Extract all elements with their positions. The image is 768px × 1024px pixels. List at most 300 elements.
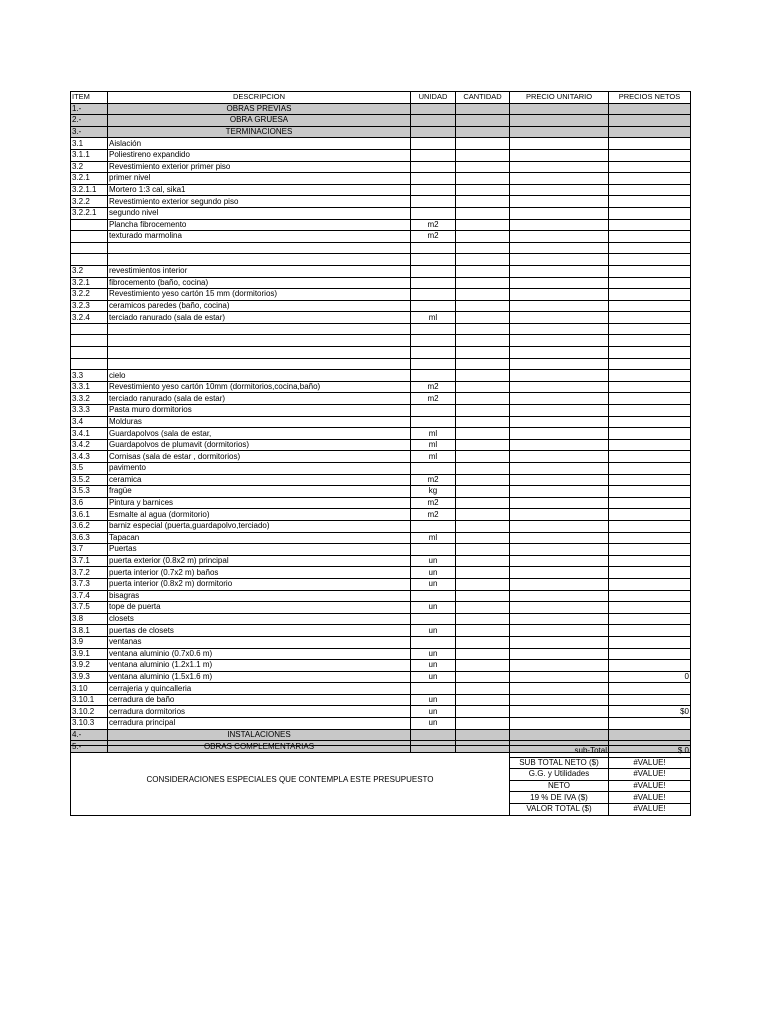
description-cell [108,335,411,347]
net-price-cell [609,289,691,301]
description-cell: Guardapolvos (sala de estar, [108,428,411,440]
quantity-cell [456,149,510,161]
description-cell: puerta interior (0.7x2 m) baños [108,567,411,579]
unit-cell [411,149,456,161]
table-row [71,555,691,567]
unit-cell: m2 [411,231,456,243]
description-cell: puerta exterior (0.8x2 m) principal [108,555,411,567]
net-price-cell [609,451,691,463]
unit-cell: kg [411,486,456,498]
subtotal-row [71,746,691,758]
quantity-cell [456,706,510,718]
unit-price-cell [510,520,609,532]
net-price-cell [609,497,691,509]
unit-price-cell [510,509,609,521]
unit-price-cell [510,347,609,359]
quantity-cell [456,242,510,254]
header-precio-unitario: PRECIO UNITARIO [510,92,609,104]
unit-cell: un [411,660,456,672]
unit-price-cell [510,532,609,544]
totals-line-value: #VALUE! [609,803,691,815]
table-row [71,416,691,428]
quantity-cell [456,138,510,150]
net-price-cell [609,636,691,648]
unit-cell [411,138,456,150]
table-row [71,196,691,208]
totals-line-value: #VALUE! [609,780,691,792]
table-row [71,381,691,393]
description-cell: pavimento [108,463,411,475]
table-row [71,138,691,150]
quantity-cell [456,509,510,521]
description-cell: ventana aluminio (1.2x1.1 m) [108,660,411,672]
quantity-cell [456,103,510,115]
net-price-cell [609,219,691,231]
table-row [71,358,691,370]
unit-price-cell [510,497,609,509]
table-row [71,126,691,138]
table-row [71,323,691,335]
net-price-cell [609,718,691,730]
totals-line-label: VALOR TOTAL ($) [510,803,609,815]
unit-cell: un [411,648,456,660]
header-cantidad: CANTIDAD [456,92,510,104]
table-row [71,474,691,486]
description-cell: terciado ranurado (sala de estar) [108,393,411,405]
quantity-cell [456,486,510,498]
totals-line-label: G.G. y Utilidades [510,769,609,781]
net-price-cell [609,381,691,393]
description-cell: Cornisas (sala de estar , dormitorios) [108,451,411,463]
unit-price-cell [510,428,609,440]
item-cell: 3.4.1 [71,428,108,440]
unit-cell: un [411,706,456,718]
net-price-cell [609,660,691,672]
subtotal-label: sub-Total [510,746,609,758]
unit-price-cell [510,207,609,219]
quantity-cell [456,555,510,567]
quantity-cell [456,428,510,440]
quantity-cell [456,694,510,706]
quantity-cell [456,370,510,382]
unit-price-cell [510,683,609,695]
item-cell: 3.7.1 [71,555,108,567]
unit-price-cell [510,474,609,486]
description-cell: Aislación [108,138,411,150]
table-row [71,231,691,243]
item-cell: 3.4 [71,416,108,428]
unit-cell [411,115,456,127]
item-cell: 3.3 [71,370,108,382]
quantity-cell [456,660,510,672]
unit-cell [411,277,456,289]
description-cell: closets [108,613,411,625]
totals-line-label: SUB TOTAL NETO ($) [510,757,609,769]
net-price-cell [609,347,691,359]
description-cell: terciado ranurado (sala de estar) [108,312,411,324]
quantity-cell [456,289,510,301]
item-cell: 3.8.1 [71,625,108,637]
net-price-cell [609,694,691,706]
item-cell: 3.2.2 [71,196,108,208]
description-cell: puertas de closets [108,625,411,637]
unit-cell [411,184,456,196]
table-row [71,520,691,532]
description-cell: ventana aluminio (0.7x0.6 m) [108,648,411,660]
unit-price-cell [510,625,609,637]
net-price-cell [609,126,691,138]
net-price-cell [609,149,691,161]
quantity-cell [456,184,510,196]
item-cell: 3.2.1 [71,173,108,185]
description-cell: Poliestireno expandido [108,149,411,161]
description-cell: fragüe [108,486,411,498]
description-cell: segundo nivel [108,207,411,219]
quantity-cell [456,602,510,614]
item-cell [71,323,108,335]
description-cell: TERMINACIONES [108,126,411,138]
unit-cell [411,590,456,602]
description-cell: Puertas [108,544,411,556]
unit-cell [411,729,456,741]
description-cell: ceramicos paredes (baño, cocina) [108,300,411,312]
net-price-cell [609,532,691,544]
table-row [71,149,691,161]
item-cell: 3.2 [71,161,108,173]
net-price-cell [609,405,691,417]
table-row [71,300,691,312]
net-price-cell [609,486,691,498]
quantity-cell [456,636,510,648]
quantity-cell [456,173,510,185]
net-price-cell [609,161,691,173]
totals-line-value: #VALUE! [609,792,691,804]
unit-cell: un [411,694,456,706]
unit-price-cell [510,660,609,672]
net-price-cell [609,312,691,324]
quantity-cell [456,277,510,289]
item-cell: 3.1.1 [71,149,108,161]
unit-price-cell [510,613,609,625]
table-row [71,254,691,266]
item-cell [71,335,108,347]
item-cell: 3.2.1.1 [71,184,108,196]
net-price-cell [609,138,691,150]
item-cell: 3.1 [71,138,108,150]
totals-line-value: #VALUE! [609,757,691,769]
unit-cell [411,161,456,173]
unit-cell [411,613,456,625]
unit-price-cell [510,254,609,266]
unit-price-cell [510,393,609,405]
unit-cell: m2 [411,474,456,486]
net-price-cell [609,393,691,405]
item-cell: 3.7.3 [71,578,108,590]
description-cell: puerta interior (0.8x2 m) dormitorio [108,578,411,590]
net-price-cell: $0 [609,706,691,718]
unit-price-cell [510,277,609,289]
table-row [71,289,691,301]
unit-price-cell [510,555,609,567]
unit-cell [411,335,456,347]
description-cell: Esmalte al agua (dormitorio) [108,509,411,521]
table-row [71,706,691,718]
item-cell: 3.10.3 [71,718,108,730]
item-cell: 3.4.2 [71,439,108,451]
unit-price-cell [510,149,609,161]
net-price-cell: 0 [609,671,691,683]
quantity-cell [456,463,510,475]
unit-cell [411,370,456,382]
quantity-cell [456,648,510,660]
unit-price-cell [510,231,609,243]
subtotal-value: $ 0 [609,746,691,758]
description-cell: Plancha fibrocemento [108,219,411,231]
table-row [71,115,691,127]
net-price-cell [609,602,691,614]
description-cell [108,254,411,266]
net-price-cell [609,323,691,335]
item-cell: 3.3.2 [71,393,108,405]
unit-price-cell [510,567,609,579]
item-cell: 3.8 [71,613,108,625]
description-cell: tope de puerta [108,602,411,614]
description-cell [108,242,411,254]
net-price-cell [609,428,691,440]
description-cell: INSTALACIONES [108,729,411,741]
quantity-cell [456,474,510,486]
table-row [71,277,691,289]
item-cell: 3.9 [71,636,108,648]
unit-cell: ml [411,439,456,451]
quantity-cell [456,520,510,532]
description-cell [108,323,411,335]
unit-cell: un [411,578,456,590]
unit-price-cell [510,370,609,382]
table-row [71,567,691,579]
unit-price-cell [510,578,609,590]
description-cell: texturado marmolina [108,231,411,243]
unit-cell [411,103,456,115]
item-cell: 3.2.3 [71,300,108,312]
item-cell: 3.7.5 [71,602,108,614]
item-cell: 3.- [71,126,108,138]
item-cell: 3.9.1 [71,648,108,660]
table-row [71,347,691,359]
unit-price-cell [510,103,609,115]
quantity-cell [456,300,510,312]
description-cell: revestimientos interior [108,265,411,277]
item-cell: 3.5.2 [71,474,108,486]
table-row [71,173,691,185]
unit-price-cell [510,648,609,660]
item-cell: 3.5 [71,463,108,475]
description-cell: Revestimiento exterior segundo piso [108,196,411,208]
unit-price-cell [510,358,609,370]
description-cell: Revestimiento yeso cartón 15 mm (dormitorios) [108,289,411,301]
unit-cell: un [411,602,456,614]
quantity-cell [456,578,510,590]
item-cell: 5.- [71,741,108,753]
table-row [71,636,691,648]
item-cell [71,242,108,254]
net-price-cell [609,683,691,695]
net-price-cell [609,358,691,370]
unit-cell [411,254,456,266]
unit-cell: un [411,555,456,567]
unit-price-cell [510,300,609,312]
description-cell: cerradura principal [108,718,411,730]
net-price-cell [609,625,691,637]
table-row [71,486,691,498]
table-row [71,648,691,660]
special-considerations-note: CONSIDERACIONES ESPECIALES QUE CONTEMPLA ESTE PRESUPUESTO [71,746,510,816]
description-cell: Mortero 1:3 cal, sika1 [108,184,411,196]
description-cell: primer nivel [108,173,411,185]
table-row [71,625,691,637]
unit-price-cell [510,184,609,196]
unit-cell [411,520,456,532]
quantity-cell [456,265,510,277]
description-cell: OBRAS COMPLEMENTARIAS [108,741,411,753]
net-price-cell [609,115,691,127]
item-cell: 3.4.3 [71,451,108,463]
net-price-cell [609,613,691,625]
table-row [71,242,691,254]
table-row [71,660,691,672]
net-price-cell [609,463,691,475]
description-cell: ceramica [108,474,411,486]
unit-cell: ml [411,451,456,463]
quantity-cell [456,196,510,208]
unit-price-cell [510,729,609,741]
quantity-cell [456,126,510,138]
unit-price-cell [510,405,609,417]
unit-cell: m2 [411,393,456,405]
description-cell: fibrocemento (baño, cocina) [108,277,411,289]
table-row [71,683,691,695]
table-row [71,439,691,451]
item-cell: 4.- [71,729,108,741]
description-cell: cerradura dormitorios [108,706,411,718]
table-row [71,207,691,219]
net-price-cell [609,300,691,312]
item-cell: 3.2.2.1 [71,207,108,219]
unit-cell: m2 [411,497,456,509]
description-cell: barniz especial (puerta,guardapolvo,terciado) [108,520,411,532]
table-row [71,451,691,463]
table-row [71,729,691,741]
totals-line-label: 19 % DE IVA ($) [510,792,609,804]
quantity-cell [456,683,510,695]
table-row [71,463,691,475]
net-price-cell [609,277,691,289]
item-cell: 3.10 [71,683,108,695]
item-cell: 3.6.3 [71,532,108,544]
item-cell: 3.6.1 [71,509,108,521]
unit-cell [411,323,456,335]
unit-cell [411,683,456,695]
unit-price-cell [510,335,609,347]
net-price-cell [609,196,691,208]
quantity-cell [456,613,510,625]
unit-price-cell [510,196,609,208]
description-cell: Revestimiento exterior primer piso [108,161,411,173]
table-row [71,497,691,509]
description-cell: Guardapolvos de plumavit (dormitorios) [108,439,411,451]
table-row [71,694,691,706]
table-row [71,161,691,173]
item-cell: 3.7 [71,544,108,556]
item-cell [71,358,108,370]
quantity-cell [456,335,510,347]
budget-table [70,91,691,753]
unit-price-cell [510,590,609,602]
description-cell: OBRA GRUESA [108,115,411,127]
unit-cell [411,242,456,254]
quantity-cell [456,219,510,231]
item-cell [71,231,108,243]
unit-cell [411,265,456,277]
quantity-cell [456,358,510,370]
unit-price-cell [510,312,609,324]
quantity-cell [456,312,510,324]
quantity-cell [456,161,510,173]
description-cell: Tapacan [108,532,411,544]
net-price-cell [609,184,691,196]
table-row [71,428,691,440]
unit-cell [411,300,456,312]
quantity-cell [456,590,510,602]
item-cell: 3.9.2 [71,660,108,672]
quantity-cell [456,393,510,405]
net-price-cell [609,648,691,660]
unit-cell [411,196,456,208]
description-cell: Revestimiento yeso cartón 10mm (dormitorios,cocina,baño) [108,381,411,393]
unit-cell: un [411,671,456,683]
unit-cell [411,544,456,556]
unit-cell: un [411,625,456,637]
quantity-cell [456,497,510,509]
table-row [71,335,691,347]
header-precios-netos: PRECIOS NETOS [609,92,691,104]
unit-price-cell [510,381,609,393]
description-cell: OBRAS PREVIAS [108,103,411,115]
unit-price-cell [510,161,609,173]
item-cell: 3.5.3 [71,486,108,498]
quantity-cell [456,115,510,127]
table-row [71,103,691,115]
item-cell: 3.6 [71,497,108,509]
description-cell: ventana aluminio (1.5x1.6 m) [108,671,411,683]
unit-cell [411,358,456,370]
unit-cell: m2 [411,219,456,231]
table-row [71,578,691,590]
quantity-cell [456,439,510,451]
header-item: ITEM [71,92,108,104]
unit-cell [411,416,456,428]
quantity-cell [456,207,510,219]
unit-price-cell [510,486,609,498]
unit-price-cell [510,671,609,683]
unit-price-cell [510,323,609,335]
description-cell: Pasta muro dormitorios [108,405,411,417]
unit-cell [411,126,456,138]
table-row [71,405,691,417]
item-cell [71,219,108,231]
table-row [71,718,691,730]
quantity-cell [456,544,510,556]
